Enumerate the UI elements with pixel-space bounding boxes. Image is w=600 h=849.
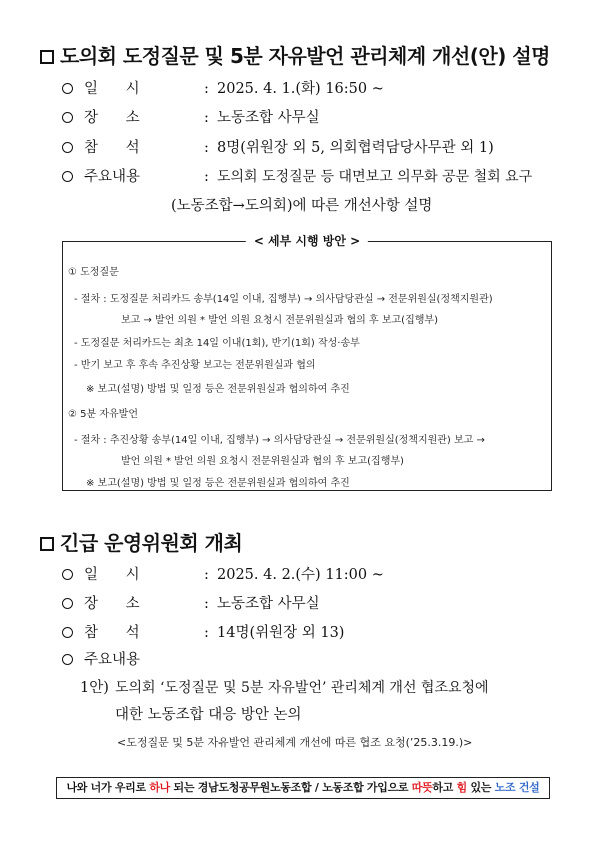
detail-line: 보고 → 발언 의원 * 발언 의원 요청시 전문위원실과 협의 후 보고(집행부) <box>121 315 438 326</box>
section1-row-agenda: 주요내용 : 도의회 도정질문 등 대면보고 의무화 공문 철회 요구 <box>62 167 572 187</box>
section2-heading <box>40 527 242 556</box>
circle-bullet-icon <box>62 654 73 665</box>
circle-bullet-icon <box>62 112 73 123</box>
detail-line: - 절차 : 추진상황 송부(14일 이내, 집행부) → 의사담당관실 → 전문위원실(정책지원관) 보고 → <box>74 435 485 446</box>
section2-title: 긴급 운영위원회 개최 <box>60 531 243 555</box>
detail-line: ※ 보고(설명) 방법 및 일정 등은 전문위원실과 협의하여 추진 <box>86 384 350 395</box>
agenda-item-line1: 도의회 ‘도정질문 및 5분 자유발언’ 관리체계 개선 협조요청에 <box>115 680 489 696</box>
footer-slogan: 나와 너가 우리로 하나 되는 경남도청공무원노동조합 / 노동조합 가입으로 따뜻하고 힘 있는 노조 건설 <box>56 777 550 799</box>
section2-row-attendees: 참 석 : 14명(위원장 외 13) <box>62 623 562 643</box>
section2-row-agenda: 주요내용 <box>62 650 562 670</box>
circle-bullet-icon <box>62 83 73 94</box>
detail-box-title: < 세부 시행 방안 > <box>246 232 368 249</box>
section1-heading <box>40 40 550 69</box>
section2-row-date: 일 시 : 2025. 4. 2.(수) 11:00 ~ <box>62 565 562 585</box>
detail-line: - 반기 보고 후 후속 추진상황 보고는 전문위원실과 협의 <box>74 360 316 371</box>
section1-row-attendees: 참 석 : 8명(위원장 외 5, 의회협력담당사무관 외 1) <box>62 138 562 158</box>
section1-agenda-continuation: (노동조합→도의회)에 따른 개선사항 설명 <box>171 198 433 214</box>
circle-bullet-icon <box>62 598 73 609</box>
reference-note: <도정질문 및 5분 자유발언 관리체계 개선에 따른 협조 요청(’25.3.19.)> <box>117 736 473 749</box>
detail-line: ② 5분 자유발언 <box>68 409 138 420</box>
agenda-item-number: 1안) <box>80 680 109 696</box>
detail-line: - 절차 : 도정질문 처리카드 송부(14일 이내, 집행부) → 의사담당관실 → 전문위원실(정책지원관) <box>74 294 493 305</box>
section1-row-date: 일 시 : 2025. 4. 1.(화) 16:50 ~ <box>62 79 562 99</box>
checkbox-icon <box>40 537 54 551</box>
circle-bullet-icon <box>62 171 73 182</box>
section2-row-place: 장 소 : 노동조합 사무실 <box>62 594 562 614</box>
agenda-item-line2: 대한 노동조합 대응 방안 논의 <box>115 707 302 723</box>
detail-line: ※ 보고(설명) 방법 및 일정 등은 전문위원실과 협의하여 추진 <box>86 478 350 489</box>
circle-bullet-icon <box>62 627 73 638</box>
checkbox-icon <box>40 50 54 64</box>
detail-line: ① 도정질문 <box>68 267 119 278</box>
section1-row-place: 장 소 : 노동조합 사무실 <box>62 108 562 128</box>
detail-line: - 도정질문 처리카드는 최초 14일 이내(1회), 반기(1회) 작성·송부 <box>74 338 360 349</box>
detail-line: 발언 의원 * 발언 의원 요청시 전문위원실과 협의 후 보고(집행부) <box>121 456 404 467</box>
circle-bullet-icon <box>62 142 73 153</box>
circle-bullet-icon <box>62 569 73 580</box>
section1-title: 도의회 도정질문 및 5분 자유발언 관리체계 개선(안) 설명 <box>60 44 550 68</box>
